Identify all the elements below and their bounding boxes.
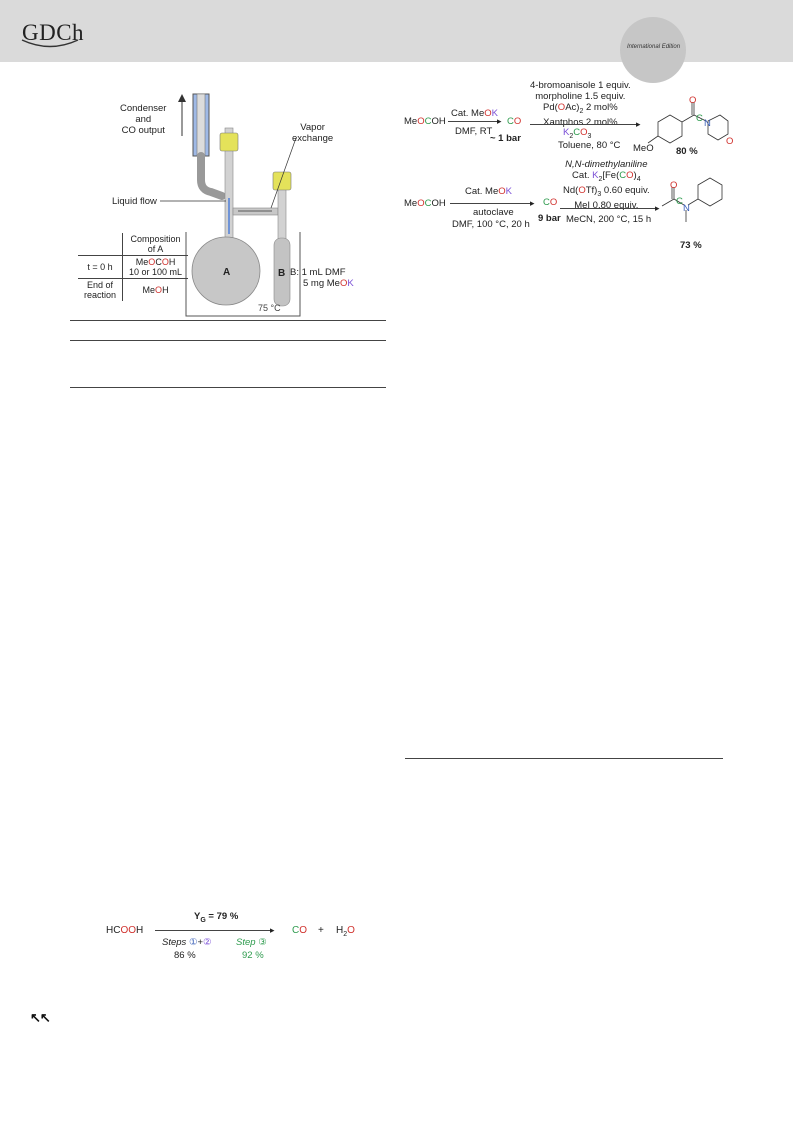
co-output-arrowhead <box>178 94 186 102</box>
scheme1-arrow-2 <box>530 124 638 125</box>
scheme2-product-n: N <box>683 203 690 214</box>
scheme2-autoclave: autoclave <box>473 207 514 218</box>
stopper-a <box>220 133 238 151</box>
liquid-flow-label: Liquid flow <box>112 196 157 207</box>
condenser-tube <box>197 94 205 156</box>
scheme3-arrow-head: ▸ <box>270 925 275 935</box>
glass-tube-a <box>201 156 222 196</box>
scheme2-reactant: MeOCOH <box>404 198 446 209</box>
composition-header: Composition of A <box>130 234 181 254</box>
scheme3-water: $H_2O$ <box>336 925 355 938</box>
stopper-b <box>273 172 291 190</box>
right-column-rule <box>405 758 723 759</box>
vapor-bridge <box>233 208 278 215</box>
scheme3-steps-12: Steps ①+② <box>162 937 212 948</box>
row-start-value: MeOCOH 10 or 100 mL <box>123 256 189 279</box>
scheme2-pressure: 9 bar <box>538 213 561 224</box>
scheme1-product-ring-o: O <box>726 136 734 147</box>
scheme2-arrow-2 <box>560 208 658 209</box>
scheme2-catalyst: Cat. MeOK <box>465 186 512 197</box>
scheme1-product-meo: MeO <box>633 143 654 154</box>
edition-label: International Edition <box>627 44 681 50</box>
figure-rule-1 <box>70 320 386 321</box>
scheme2-reagents: N,N-dimethylaniline Cat. $K_2[Fe(CO)_4$ $Nd(OTf)_3$ 0.60 equiv. MeI 0.80 equiv. <box>563 159 650 211</box>
scheme1-base: $K_2CO_3$ <box>563 127 592 140</box>
gdch-logo: GDCh <box>22 20 85 45</box>
scheme1-conditions-1: DMF, RT <box>455 126 493 137</box>
back-arrows-icon[interactable]: ↖↖ <box>30 1010 50 1025</box>
scheme1-pressure: ~ 1 bar <box>490 133 521 144</box>
scheme3-global-yield: $Y_G = 79$ % <box>194 911 239 924</box>
scheme1-catalyst: Cat. MeOK <box>451 108 498 119</box>
scheme2-product-c: C <box>676 196 683 207</box>
scheme2-co: CO <box>543 197 558 208</box>
scheme2-arrow-2-head: ▸ <box>655 203 660 213</box>
vapor-exchange-label: Vapor exchange <box>292 122 334 144</box>
scheme1-product-o: O <box>689 95 697 106</box>
scheme3-yield-a: 86 % <box>174 950 196 961</box>
row-end-value: MeOH <box>123 279 189 302</box>
scheme3-arrow <box>155 930 273 931</box>
row-end-label: End of reaction <box>78 279 123 302</box>
scheme1-solvent: Toluene, 80 °C <box>558 140 621 151</box>
scheme3-co: CO <box>292 925 308 936</box>
page-header <box>0 0 793 62</box>
row-start-label: t = 0 h <box>78 256 123 279</box>
scheme3-plus: + <box>318 925 324 936</box>
scheme2-product-o: O <box>670 180 678 191</box>
scheme3-reactant: HCOOH <box>106 925 144 936</box>
logo-swoosh-icon <box>20 37 82 51</box>
scheme2-yield: 73 % <box>680 240 702 251</box>
scheme1-arrow-1 <box>448 121 500 122</box>
condenser-label: Condenser and CO output <box>120 103 167 136</box>
edition-badge <box>620 17 686 83</box>
flask-a-label: A <box>223 267 231 278</box>
figure-rule-3 <box>70 387 386 388</box>
scheme1-product-c: C <box>696 113 703 124</box>
scheme1-reagents: 4-bromoanisole 1 equiv. morpholine 1.5 equiv. $Pd(OAc)_2$ 2 mol% Xantphos 2 mol% <box>530 80 631 128</box>
scheme1-yield: 80 % <box>676 146 698 157</box>
scheme1-arrow-2-head: ▸ <box>636 119 641 129</box>
composition-table <box>78 233 188 301</box>
scheme1-arrow-1-head: ▸ <box>497 116 502 126</box>
figure-rule-2 <box>70 340 386 341</box>
flask-b-contents: B: 1 mL DMF 5 mg MeOK <box>290 267 354 289</box>
scheme3-step-3: Step ③ <box>236 937 267 948</box>
flask-b-label: B <box>278 268 286 279</box>
scheme1-product-n: N <box>704 118 711 129</box>
scheme2-solvent: MeCN, 200 °C, 15 h <box>566 214 652 225</box>
bath-temperature: 75 °C <box>258 303 281 313</box>
scheme1-co: CO <box>507 116 522 127</box>
scheme2-conditions: DMF, 100 °C, 20 h <box>452 219 530 230</box>
scheme1-reactant: MeOCOH <box>404 116 446 127</box>
scheme2-arrow-1-head: ▸ <box>530 198 535 208</box>
scheme3-yield-b: 92 % <box>242 950 264 961</box>
scheme2-arrow-1 <box>450 203 532 204</box>
